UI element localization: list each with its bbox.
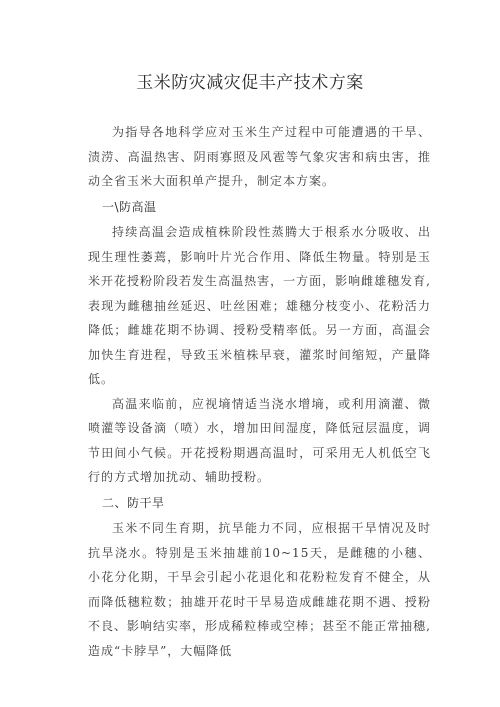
document-title: 玉米防灾减灾促丰产技术方案 (136, 73, 364, 93)
section-heading-high-temperature: 一\防高温 (102, 199, 157, 214)
document-body (88, 120, 431, 663)
section-1-paragraph-1: 持续高温会造成植株阶段性蒸腾大于根系水分吸收、出现生理性萎蔫，影响叶片光合作用、降低生物量。特别是玉米开花授粉阶段若发生高温热害，一方面，影响雌雄穗发育,表现为雌穗抽丝延迟、吐丝困难；雄穗分枝变小、花粉活力降低；雌雄花期不协调、授粉受精率低。另一方面，高温会加快生育进程，导致玉米植株早衰，灌浆时间缩短，产量降低。 (88, 225, 431, 386)
section-heading-drought: 二、防干旱 (102, 495, 165, 510)
intro-paragraph: 为指导各地科学应对玉米生产过程中可能遭遇的干旱、渍涝、高温热害、阴雨寡照及风雹等气象灾害和病虫害，推动全省玉米大面积单产提升，制定本方案。 (88, 125, 431, 188)
section-1-paragraph-2: 高温来临前，应视墒情适当浇水增墒，或利用滴灌、微喷灌等设备滴（喷）水，增加田间湿度，降低冠层温度，调节田间小气候。开花授粉期遇高温时，可采用无人机低空飞行的方式增加扰动、辅助授粉。 (88, 396, 431, 484)
section-2-paragraph-1: 玉米不同生育期，抗旱能力不同，应根据干旱情况及时抗旱浇水。特别是玉米抽雄前10~15天，是雌穗的小穗、小花分化期，干旱会引起小花退化和花粉粒发育不健全，从而降低穗粒数；抽雄开花时干旱易造成雌雄花期不遇、授粉不良、影响结实率，形成稀粒棒或空棒；甚至不能正常抽穗,造成“卡脖旱”，大幅降低 (88, 521, 431, 658)
